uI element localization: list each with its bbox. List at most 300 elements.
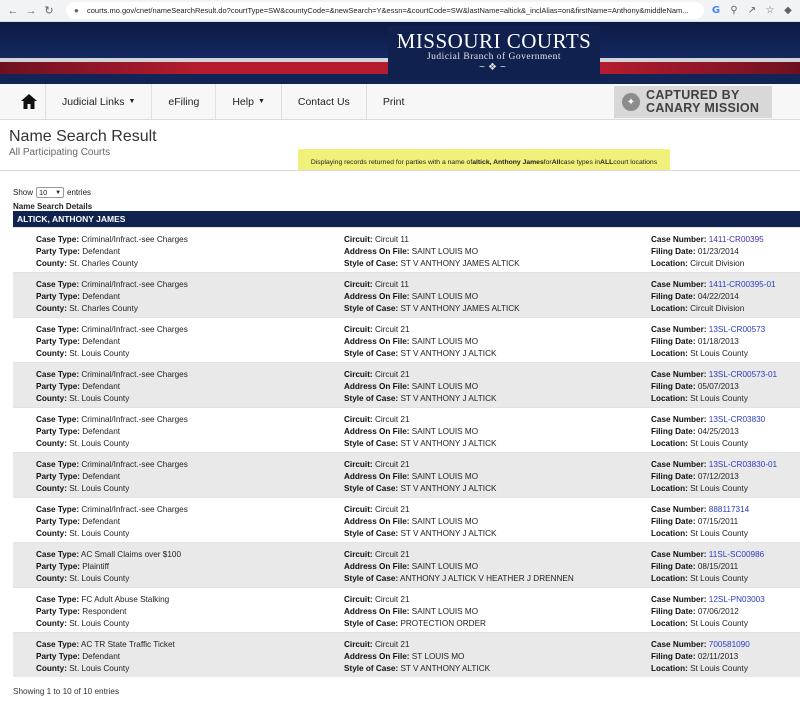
case-number-link[interactable]: 13SL-CR03830	[708, 415, 766, 424]
field-value: St. Charles County	[69, 304, 138, 313]
site-banner	[0, 22, 800, 84]
logo-subtitle: Judicial Branch of Government	[426, 52, 561, 62]
record-field-style	[344, 528, 496, 540]
field-value: 02/11/2013	[697, 652, 739, 661]
record-field-case-number	[651, 279, 776, 291]
case-number-link[interactable]: 1411-CR00395-01	[708, 280, 776, 289]
record-column	[344, 234, 520, 270]
record-column	[36, 414, 188, 450]
nav-efiling[interactable]	[152, 84, 216, 119]
field-value: Circuit Division	[690, 259, 745, 268]
field-label: Case Type:	[36, 325, 80, 334]
field-value: Defendant	[82, 247, 121, 256]
field-label: County:	[36, 349, 67, 358]
home-button[interactable]	[12, 84, 46, 119]
field-label: Party Type:	[36, 652, 80, 661]
field-value: Defendant	[82, 382, 121, 391]
record-field-county	[36, 618, 169, 630]
record-field-style	[344, 393, 496, 405]
field-value: St. Louis County	[69, 664, 130, 673]
caret-down-icon: ▼	[128, 98, 136, 105]
field-value: St Louis County	[690, 439, 748, 448]
logo-title: MISSOURI COURTS	[396, 29, 592, 53]
field-value: ST V ANTHONY ALTICK	[400, 664, 491, 673]
field-value: Criminal/Infract.-see Charges	[81, 280, 188, 289]
record-field-filing-date	[651, 336, 765, 348]
field-label: Circuit:	[344, 280, 373, 289]
field-label: Filing Date:	[651, 247, 696, 256]
record-field-address	[344, 606, 486, 618]
field-value: 05/07/2013	[697, 382, 739, 391]
record-column	[36, 234, 188, 270]
show-label: Show	[13, 188, 34, 197]
record-field-filing-date	[651, 471, 777, 483]
record-field-location	[651, 393, 777, 405]
record-field-county	[36, 393, 188, 405]
field-value: Criminal/Infract.-see Charges	[81, 235, 188, 244]
record-field-county	[36, 573, 181, 585]
record-field-county	[36, 258, 188, 270]
field-value: 01/23/2014	[697, 247, 739, 256]
nav-contact-us[interactable]	[282, 84, 367, 119]
field-value: Circuit 11	[374, 235, 409, 244]
record-field-circuit	[344, 369, 496, 381]
field-value: Criminal/Infract.-see Charges	[81, 460, 188, 469]
field-label: Case Number:	[651, 370, 707, 379]
record-column	[651, 369, 777, 405]
field-value: St. Louis County	[69, 349, 130, 358]
field-value: ST V ANTHONY J ALTICK	[400, 439, 497, 448]
record-field-style	[344, 348, 496, 360]
field-label: Circuit:	[344, 505, 373, 514]
field-value: St. Louis County	[69, 574, 130, 583]
lock-icon: ●	[74, 6, 79, 15]
record-column	[36, 549, 181, 585]
record-field-filing-date	[651, 291, 776, 303]
nav-help[interactable]	[216, 84, 282, 119]
page-subtitle: All Participating Courts	[9, 147, 111, 158]
field-label: Case Number:	[651, 460, 707, 469]
field-label: Address On File:	[344, 472, 410, 481]
record-column	[36, 369, 188, 405]
field-label: Party Type:	[36, 562, 80, 571]
record-column	[344, 324, 496, 360]
record-column	[651, 504, 749, 540]
record-field-county	[36, 663, 175, 675]
field-label: Party Type:	[36, 427, 80, 436]
field-label: Case Number:	[651, 280, 707, 289]
field-value: Circuit 21	[374, 550, 410, 559]
field-value: Circuit 21	[374, 595, 410, 604]
nav-print[interactable]	[367, 84, 421, 119]
field-label: Circuit:	[344, 595, 373, 604]
case-number-link[interactable]: 1411-CR00395	[708, 235, 764, 244]
party-name: ALTICK, ANTHONY JAMES	[17, 214, 126, 224]
field-label: Case Type:	[36, 505, 80, 514]
field-label: Case Number:	[651, 595, 707, 604]
field-label: Circuit:	[344, 370, 373, 379]
field-value: Defendant	[82, 472, 121, 481]
record-column	[344, 594, 486, 630]
search-notice	[298, 149, 670, 170]
record-field-filing-date	[651, 606, 765, 618]
record-field-circuit	[344, 594, 486, 606]
field-label: Address On File:	[344, 607, 410, 616]
field-label: Location:	[651, 574, 688, 583]
record-field-case-type	[36, 369, 188, 381]
field-label: Case Number:	[651, 415, 707, 424]
field-value: AC TR State Traffic Ticket	[80, 640, 175, 649]
record-field-filing-date	[651, 426, 765, 438]
field-label: Address On File:	[344, 652, 410, 661]
extension-icon[interactable]: ◆	[784, 5, 792, 16]
record-column	[36, 279, 188, 315]
field-label: Filing Date:	[651, 607, 696, 616]
record-field-location	[651, 663, 750, 675]
field-label: Case Number:	[651, 235, 707, 244]
notice-prefix: Displaying records returned for parties with a name of	[310, 159, 473, 166]
field-value: St. Louis County	[69, 529, 130, 538]
field-value: St Louis County	[690, 484, 748, 493]
field-value: Plaintiff	[82, 562, 109, 571]
field-label: Filing Date:	[651, 382, 696, 391]
field-label: County:	[36, 619, 67, 628]
record-field-case-number	[651, 369, 777, 381]
case-number-link[interactable]: 11SL-SC00986	[708, 550, 765, 559]
google-icon[interactable]: G	[711, 5, 721, 16]
record-field-party-type	[36, 651, 175, 663]
field-label: Case Type:	[36, 550, 80, 559]
field-value: Circuit 21	[374, 460, 410, 469]
field-label: Case Type:	[36, 460, 80, 469]
table-row	[13, 587, 800, 632]
record-column	[344, 549, 574, 585]
field-value: 08/15/2011	[697, 562, 739, 571]
field-label: Party Type:	[36, 337, 80, 346]
table-info: Showing 1 to 10 of 10 entries	[13, 687, 120, 696]
bookmark-star-icon[interactable]: ☆	[765, 5, 775, 16]
field-value: ST V ANTHONY J ALTICK	[400, 394, 497, 403]
table-row	[13, 362, 800, 407]
record-field-circuit	[344, 549, 574, 561]
field-value: St. Charles County	[69, 259, 138, 268]
watermark-line-2: CANARY MISSION	[646, 101, 760, 115]
field-label: Case Number:	[651, 640, 707, 649]
field-value: Criminal/Infract.-see Charges	[81, 325, 188, 334]
record-field-county	[36, 303, 188, 315]
table-row	[13, 452, 800, 497]
table-row	[13, 632, 800, 677]
record-field-circuit	[344, 459, 496, 471]
record-field-case-type	[36, 414, 188, 426]
record-field-case-number	[651, 234, 764, 246]
record-column	[344, 459, 496, 495]
field-label: Filing Date:	[651, 517, 696, 526]
record-field-style	[344, 438, 496, 450]
record-column	[651, 594, 765, 630]
watermark-line-1: CAPTURED BY	[646, 88, 740, 102]
record-field-address	[344, 426, 496, 438]
field-label: Style of Case:	[344, 259, 399, 268]
field-label: Party Type:	[36, 607, 80, 616]
field-value: Criminal/Infract.-see Charges	[81, 370, 188, 379]
record-field-case-type	[36, 234, 188, 246]
record-field-case-number	[651, 549, 764, 561]
field-value: Defendant	[82, 517, 121, 526]
field-label: Case Type:	[36, 370, 80, 379]
field-value: Defendant	[82, 337, 121, 346]
record-field-party-type	[36, 471, 188, 483]
field-value: Circuit 21	[374, 415, 410, 424]
nav-contact-us-label: Contact Us	[297, 95, 350, 108]
record-column	[344, 414, 496, 450]
record-field-party-type	[36, 561, 181, 573]
field-label: County:	[36, 664, 67, 673]
record-column	[651, 234, 764, 270]
field-label: Party Type:	[36, 472, 80, 481]
field-label: Case Number:	[651, 325, 707, 334]
record-field-county	[36, 483, 188, 495]
missouri-courts-logo[interactable]	[388, 26, 600, 80]
field-label: Style of Case:	[344, 349, 399, 358]
field-value: Defendant	[82, 427, 121, 436]
field-value: ST LOUIS MO	[411, 652, 465, 661]
field-label: Style of Case:	[344, 529, 399, 538]
field-label: Filing Date:	[651, 292, 696, 301]
record-field-case-type	[36, 279, 188, 291]
field-label: Circuit:	[344, 325, 373, 334]
field-value: 07/15/2011	[697, 517, 739, 526]
entries-select-value: 10	[39, 188, 48, 197]
field-value: St Louis County	[690, 619, 748, 628]
record-field-case-type	[36, 549, 181, 561]
field-value: Circuit 21	[374, 505, 410, 514]
field-label: Filing Date:	[651, 472, 696, 481]
field-label: Location:	[651, 259, 688, 268]
notice-name: altick, Anthony James	[472, 159, 544, 166]
record-field-filing-date	[651, 381, 777, 393]
forward-icon[interactable]: →	[25, 4, 37, 17]
table-row	[13, 272, 800, 317]
page-title: Name Search Result	[9, 128, 157, 145]
nav-judicial-links[interactable]	[46, 84, 152, 119]
field-value: 04/25/2013	[697, 427, 739, 436]
record-field-style	[344, 663, 490, 675]
field-value: St. Louis County	[69, 484, 130, 493]
record-field-case-number	[651, 414, 765, 426]
record-column	[36, 504, 188, 540]
field-value: SAINT LOUIS MO	[411, 607, 479, 616]
case-number-link[interactable]: 13SL-CR00573	[708, 325, 766, 334]
record-field-circuit	[344, 279, 520, 291]
field-label: Address On File:	[344, 517, 410, 526]
record-field-style	[344, 258, 520, 270]
field-value: 07/06/2012	[697, 607, 739, 616]
record-field-address	[344, 381, 496, 393]
record-column	[651, 414, 765, 450]
field-label: County:	[36, 484, 67, 493]
record-field-circuit	[344, 504, 496, 516]
field-label: County:	[36, 529, 67, 538]
field-value: ST V ANTHONY JAMES ALTICK	[400, 304, 520, 313]
field-value: St. Louis County	[69, 394, 130, 403]
field-label: Address On File:	[344, 427, 410, 436]
field-label: Address On File:	[344, 337, 410, 346]
browser-toolbar	[0, 0, 800, 22]
record-field-address	[344, 471, 496, 483]
canary-mission-watermark	[614, 86, 772, 118]
field-label: Address On File:	[344, 382, 410, 391]
reload-icon[interactable]: ↻	[44, 5, 54, 17]
field-value: 04/22/2014	[697, 292, 739, 301]
field-label: Filing Date:	[651, 562, 696, 571]
field-value: Circuit Division	[690, 304, 745, 313]
entries-select[interactable]	[36, 187, 64, 198]
case-number-link[interactable]: 888117314	[708, 505, 750, 514]
field-value: ST V ANTHONY J ALTICK	[400, 484, 497, 493]
notice-mid2: case types in	[560, 159, 601, 166]
field-label: County:	[36, 574, 67, 583]
record-column	[36, 324, 188, 360]
record-field-style	[344, 483, 496, 495]
field-label: Filing Date:	[651, 337, 696, 346]
bird-icon: ✦	[622, 93, 640, 111]
field-label: Case Type:	[36, 640, 80, 649]
record-field-case-number	[651, 504, 749, 516]
field-label: Case Number:	[651, 550, 707, 559]
record-column	[344, 369, 496, 405]
record-field-case-type	[36, 594, 169, 606]
page-length-control	[13, 187, 91, 198]
field-label: Location:	[651, 664, 688, 673]
case-number-link[interactable]: 700581090	[708, 640, 750, 649]
main-nav	[0, 84, 800, 120]
record-column	[651, 279, 776, 315]
record-field-circuit	[344, 414, 496, 426]
field-label: Case Number:	[651, 505, 707, 514]
field-value: SAINT LOUIS MO	[411, 427, 479, 436]
field-value: Defendant	[82, 652, 121, 661]
field-label: Filing Date:	[651, 652, 696, 661]
field-value: St Louis County	[690, 349, 748, 358]
share-icon[interactable]: ↗	[747, 5, 757, 16]
record-field-address	[344, 651, 490, 663]
field-label: Address On File:	[344, 562, 410, 571]
home-icon	[21, 94, 37, 109]
field-label: Location:	[651, 484, 688, 493]
record-field-case-number	[651, 324, 765, 336]
case-number-link[interactable]: 13SL-CR00573-01	[708, 370, 778, 379]
record-field-county	[36, 348, 188, 360]
field-label: County:	[36, 394, 67, 403]
field-label: Filing Date:	[651, 427, 696, 436]
field-value: SAINT LOUIS MO	[411, 247, 479, 256]
caret-down-icon: ▼	[257, 98, 265, 105]
address-bar[interactable]	[66, 2, 704, 19]
field-label: Circuit:	[344, 550, 373, 559]
field-value: St Louis County	[690, 664, 748, 673]
field-label: Location:	[651, 394, 688, 403]
field-label: Style of Case:	[344, 439, 399, 448]
record-column	[651, 549, 764, 585]
record-field-address	[344, 291, 520, 303]
table-row	[13, 227, 800, 272]
title-area	[0, 120, 800, 171]
entries-label: entries	[67, 188, 92, 197]
field-label: Style of Case:	[344, 664, 399, 673]
field-value: Circuit 21	[374, 370, 410, 379]
field-label: Style of Case:	[344, 484, 399, 493]
record-field-filing-date	[651, 516, 749, 528]
record-field-filing-date	[651, 246, 764, 258]
party-group-header	[13, 211, 800, 227]
record-field-party-type	[36, 606, 169, 618]
field-label: Location:	[651, 529, 688, 538]
field-value: PROTECTION ORDER	[400, 619, 486, 628]
field-label: Location:	[651, 349, 688, 358]
field-value: St Louis County	[690, 529, 748, 538]
record-column	[36, 459, 188, 495]
field-value: Criminal/Infract.-see Charges	[81, 505, 188, 514]
table-row	[13, 407, 800, 452]
field-value: Criminal/Infract.-see Charges	[81, 415, 188, 424]
nav-efiling-label: eFiling	[168, 95, 200, 108]
record-field-case-type	[36, 324, 188, 336]
field-value: 01/18/2013	[697, 337, 739, 346]
nav-print-label: Print	[382, 95, 405, 108]
table-row	[13, 317, 800, 362]
field-label: Style of Case:	[344, 574, 399, 583]
logo-flourish-icon: ~❖~	[479, 62, 509, 73]
record-field-location	[651, 438, 765, 450]
field-value: Respondent	[82, 607, 127, 616]
field-label: Case Type:	[36, 595, 80, 604]
field-label: Circuit:	[344, 460, 373, 469]
zoom-icon[interactable]: ⚲	[730, 5, 738, 16]
record-field-style	[344, 573, 574, 585]
field-label: Location:	[651, 439, 688, 448]
record-field-location	[651, 348, 765, 360]
record-column	[36, 639, 175, 675]
record-field-location	[651, 573, 764, 585]
field-label: Address On File:	[344, 247, 410, 256]
field-label: Circuit:	[344, 640, 373, 649]
record-column	[344, 504, 496, 540]
field-label: Case Type:	[36, 235, 80, 244]
record-column	[651, 324, 765, 360]
field-value: St. Louis County	[69, 439, 130, 448]
back-icon[interactable]: ←	[7, 4, 19, 17]
field-value: SAINT LOUIS MO	[411, 382, 479, 391]
field-value: 07/12/2013	[697, 472, 739, 481]
record-field-case-type	[36, 459, 188, 471]
record-column	[651, 459, 777, 495]
case-number-link[interactable]: 13SL-CR03830-01	[708, 460, 778, 469]
record-field-style	[344, 618, 486, 630]
case-number-link[interactable]: 12SL-PN03003	[708, 595, 765, 604]
field-value: SAINT LOUIS MO	[411, 337, 479, 346]
field-label: Location:	[651, 304, 688, 313]
table-row	[13, 497, 800, 542]
field-value: ST V ANTHONY J ALTICK	[400, 529, 497, 538]
record-field-party-type	[36, 336, 188, 348]
field-label: County:	[36, 259, 67, 268]
nav-help-label: Help	[232, 95, 254, 108]
results-table	[13, 227, 800, 677]
record-field-circuit	[344, 639, 490, 651]
record-field-address	[344, 336, 496, 348]
record-field-address	[344, 561, 574, 573]
